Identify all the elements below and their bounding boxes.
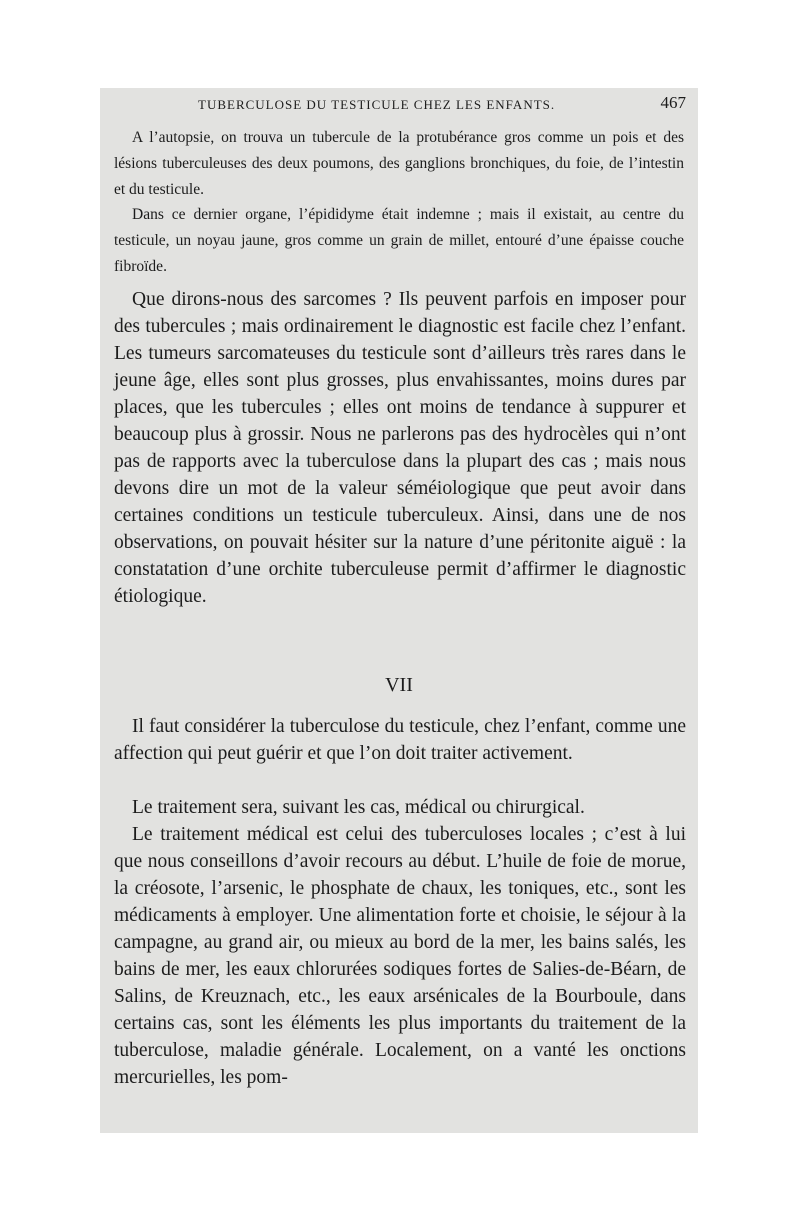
paragraph-medical-treatment: Le traitement médical est celui des tuberculoses locales ; c’est à lui que nous conseillons d’avoir recours au début. L’huile de foie de morue, la créosote, l’arsenic, le phosphate de chaux, les toniques, etc., sont les médicaments à employer. Une alimentation forte et choisie, le séjour à la campagne, au grand air, ou mieux au bord de la mer, les bains salés, les bains de mer, les eaux chlorurées sodiques fortes de Salies-de-Béarn, de Salins, de Kreuznach, etc., les eaux arsénicales de la Bourboule, dans certains cas, sont les éléments les plus importants du traitement de la tuberculose, maladie générale. Localement, on a vanté les onctions mercurielles, les pom-	[114, 824, 686, 1088]
page-header	[198, 91, 686, 115]
running-title: TUBERCULOSE DU TESTICULE CHEZ LES ENFANTS.	[198, 97, 556, 112]
paragraph-testicle-organ: Dans ce dernier organe, l’épididyme était indemne ; mais il existait, au centre du testicule, un noyau jaune, gros comme un grain de millet, entouré d’une épaisse couche fibroïde.	[114, 206, 684, 275]
paragraph-autopsy: A l’autopsie, on trouva un tubercule de la protubérance gros comme un pois et des lésions tuberculeuses des deux poumons, des ganglions bronchiques, du foie, de l’intestin et du testicule.	[114, 129, 684, 198]
paragraph-sarcomas: Que dirons-nous des sarcomes ? Ils peuvent parfois en imposer pour des tubercules ; mais ordinairement le diagnostic est facile chez l’enfant. Les tumeurs sarcomateuses du testicule sont d’ailleurs très rares dans le jeune âge, elles sont plus grosses, plus envahissantes, moins dures par places, que les tubercules ; elles ont moins de tendance à suppurer et beaucoup plus à grossir. Nous ne parlerons pas des hydrocèles qui n’ont pas de rapports avec la tuberculose dans la plupart des cas ; mais nous devons dire un mot de la valeur séméiologique que peut avoir dans certaines conditions un testicule tuberculeux. Ainsi, dans une de nos observations, on pouvait hésiter sur la nature d’une péritonite aiguë : la constatation d’une orchite tuberculeuse permit d’affirmer le diagnostic étiologique.	[114, 289, 686, 607]
section-heading: VII	[385, 674, 413, 696]
page-number: 467	[660, 93, 686, 112]
paragraph-treatment-type: Le traitement sera, suivant les cas, médical ou chirurgical.	[132, 797, 585, 818]
book-page	[100, 88, 698, 1133]
paragraph-consider-treatment: Il faut considérer la tuberculose du testicule, chez l’enfant, comme une affection qui peut guérir et que l’on doit traiter activement.	[114, 716, 686, 764]
